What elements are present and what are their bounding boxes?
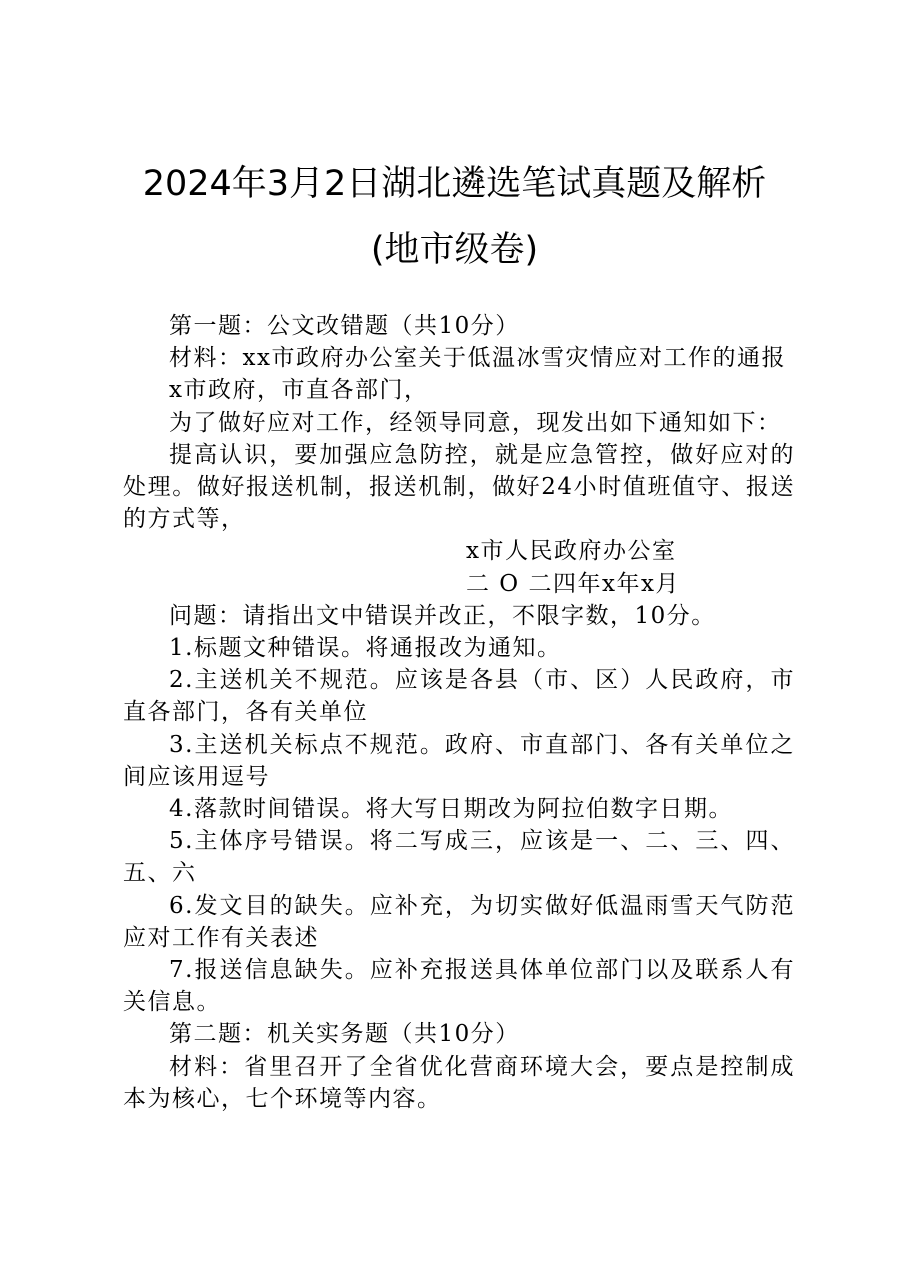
question-2-material: 材料：省里召开了全省优化营商环境大会，要点是控制成本为核心，七个环境等内容。 — [123, 1053, 795, 1112]
answer-item: 5.主体序号错误。将二写成三，应该是一、二、三、四、五、六 — [123, 828, 795, 887]
answer-item: 3.主送机关标点不规范。政府、市直部门、各有关单位之间应该用逗号 — [123, 731, 795, 790]
answer-item: 7.报送信息缺失。应补充报送具体单位部门以及联系人有关信息。 — [123, 957, 795, 1016]
question-1-prompt: 问题：请指出文中错误并改正，不限字数，10分。 — [169, 602, 716, 629]
question-1-body: 提高认识，要加强应急防控，就是应急管控，做好应对的处理。做好报送机制，报送机制，做好24小时值班值守、报送的方式等， — [123, 441, 795, 533]
question-1-recipients: x市政府，市直各部门， — [169, 377, 429, 404]
signature-date: 二 O 二四年x年x月 — [466, 570, 680, 597]
document-subtitle: (地市级卷) — [370, 230, 539, 270]
question-1-material: 材料：xx市政府办公室关于低温冰雪灾情应对工作的通报 — [169, 345, 786, 372]
answer-item: 4.落款时间错误。将大写日期改为阿拉伯数字日期。 — [169, 796, 733, 823]
answer-item: 1.标题文种错误。将通报改为通知。 — [169, 635, 562, 662]
answer-item: 2.主送机关不规范。应该是各县（市、区）人民政府，市直各部门，各有关单位 — [123, 667, 795, 726]
question-2-heading: 第二题：机关实务题（共10分） — [169, 1021, 520, 1048]
question-1-intro: 为了做好应对工作，经领导同意，现发出如下通知如下： — [169, 409, 782, 436]
document-body — [123, 310, 795, 1115]
answer-item: 6.发文目的缺失。应补充，为切实做好低温雨雪天气防范应对工作有关表述 — [123, 892, 795, 951]
signature-organization: x市人民政府办公室 — [466, 538, 677, 565]
document-title: 2024年3月2日湖北遴选笔试真题及解析 — [142, 164, 767, 204]
question-1-heading: 第一题：公文改错题（共10分） — [169, 313, 520, 339]
